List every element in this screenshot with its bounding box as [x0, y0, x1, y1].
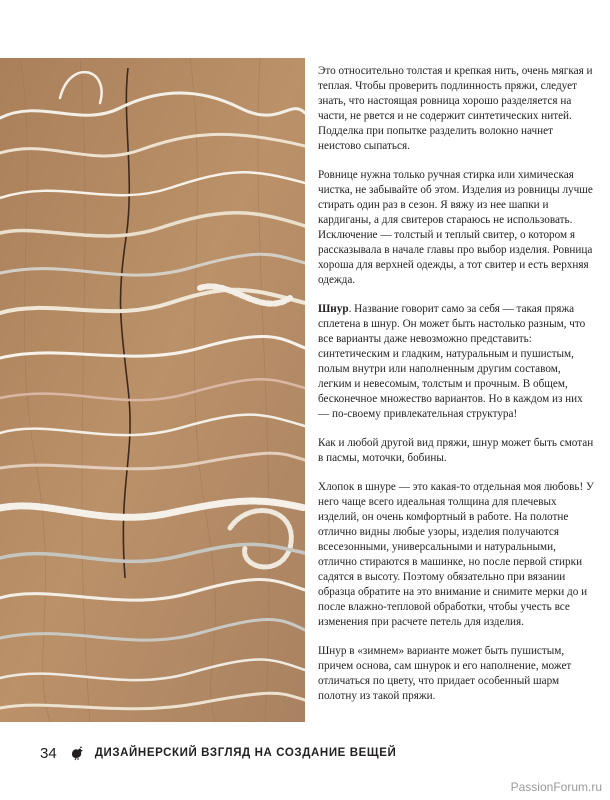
running-title: ДИЗАЙНЕРСКИЙ ВЗГЛЯД НА СОЗДАНИЕ ВЕЩЕЙ: [94, 747, 397, 759]
page-number: 34: [40, 744, 57, 762]
yarn-photo: [0, 58, 305, 722]
paragraph: Это относительно толстая и крепкая нить, очень мягкая и теплая. Чтобы проверить подлинность пряжи, следует знать, что настоящая ровница хорошо разделяется на части, не рвется и не содержит синтетических нитей. Подделка при попытке разделить волокно начнет неистово сыпаться.: [318, 65, 593, 152]
paragraph: Шнур. Название говорит само за себя — такая пряжа сплетена в шнур. Он может быть настолько разным, что все варианты даже невозможно представить: синтетическим и гладким, натуральным и пушистым, полым внутри или наполненным другим составом, легким и невесомым, толстым и прочным. В общем, бесконечное множество вариантов. Но в каждом из них — по-своему привлекательная структура!: [318, 303, 586, 420]
watermark: PassionForum.ru: [510, 780, 602, 794]
hen-icon: [69, 745, 85, 761]
paragraph: Как и любой другой вид пряжи, шнур может быть смотан в пасмы, моточки, бобины.: [318, 437, 594, 464]
paragraph: Шнур в «зимнем» варианте может быть пушистым, причем основа, сам шнурок и его наполнение, может отличаться по цвету, что придает особенный шарм полотну из такой пряжи.: [318, 645, 572, 702]
body-text: [318, 64, 596, 718]
paragraph: Хлопок в шнуре — это какая-то отдельная моя любовь! У него чаще всего идеальная толщина для плечевых изделий, он очень комфортный в работе. На полотне отлично видны любые узоры, изделия получаются всесезонными, универсальными и натуральными, отлично стираются в машинке, но после первой стирки садятся в высоту. Поэтому обязательно при вязании образца обратите на это внимание и снимите мерки до и после влажно-тепловой обработки, чтобы учесть все изменения при расчете петель для изделия.: [318, 481, 594, 628]
page-footer: [40, 743, 396, 763]
paragraph: Ровнице нужна только ручная стирка или химическая чистка, не забывайте об этом. Изделия из ровницы лучше стирать один раз в сезон. Я вяжу из нее шапки и кардиганы, а для свитеров стараюсь не использовать. Исключение — толстый и теплый свитер, о котором я рассказывала в начале главы про выбор изделия. Ровница хороша для верхней одежды, а тот свитер и есть верхняя одежда.: [318, 169, 593, 286]
term-heading: Шнур: [318, 303, 349, 315]
